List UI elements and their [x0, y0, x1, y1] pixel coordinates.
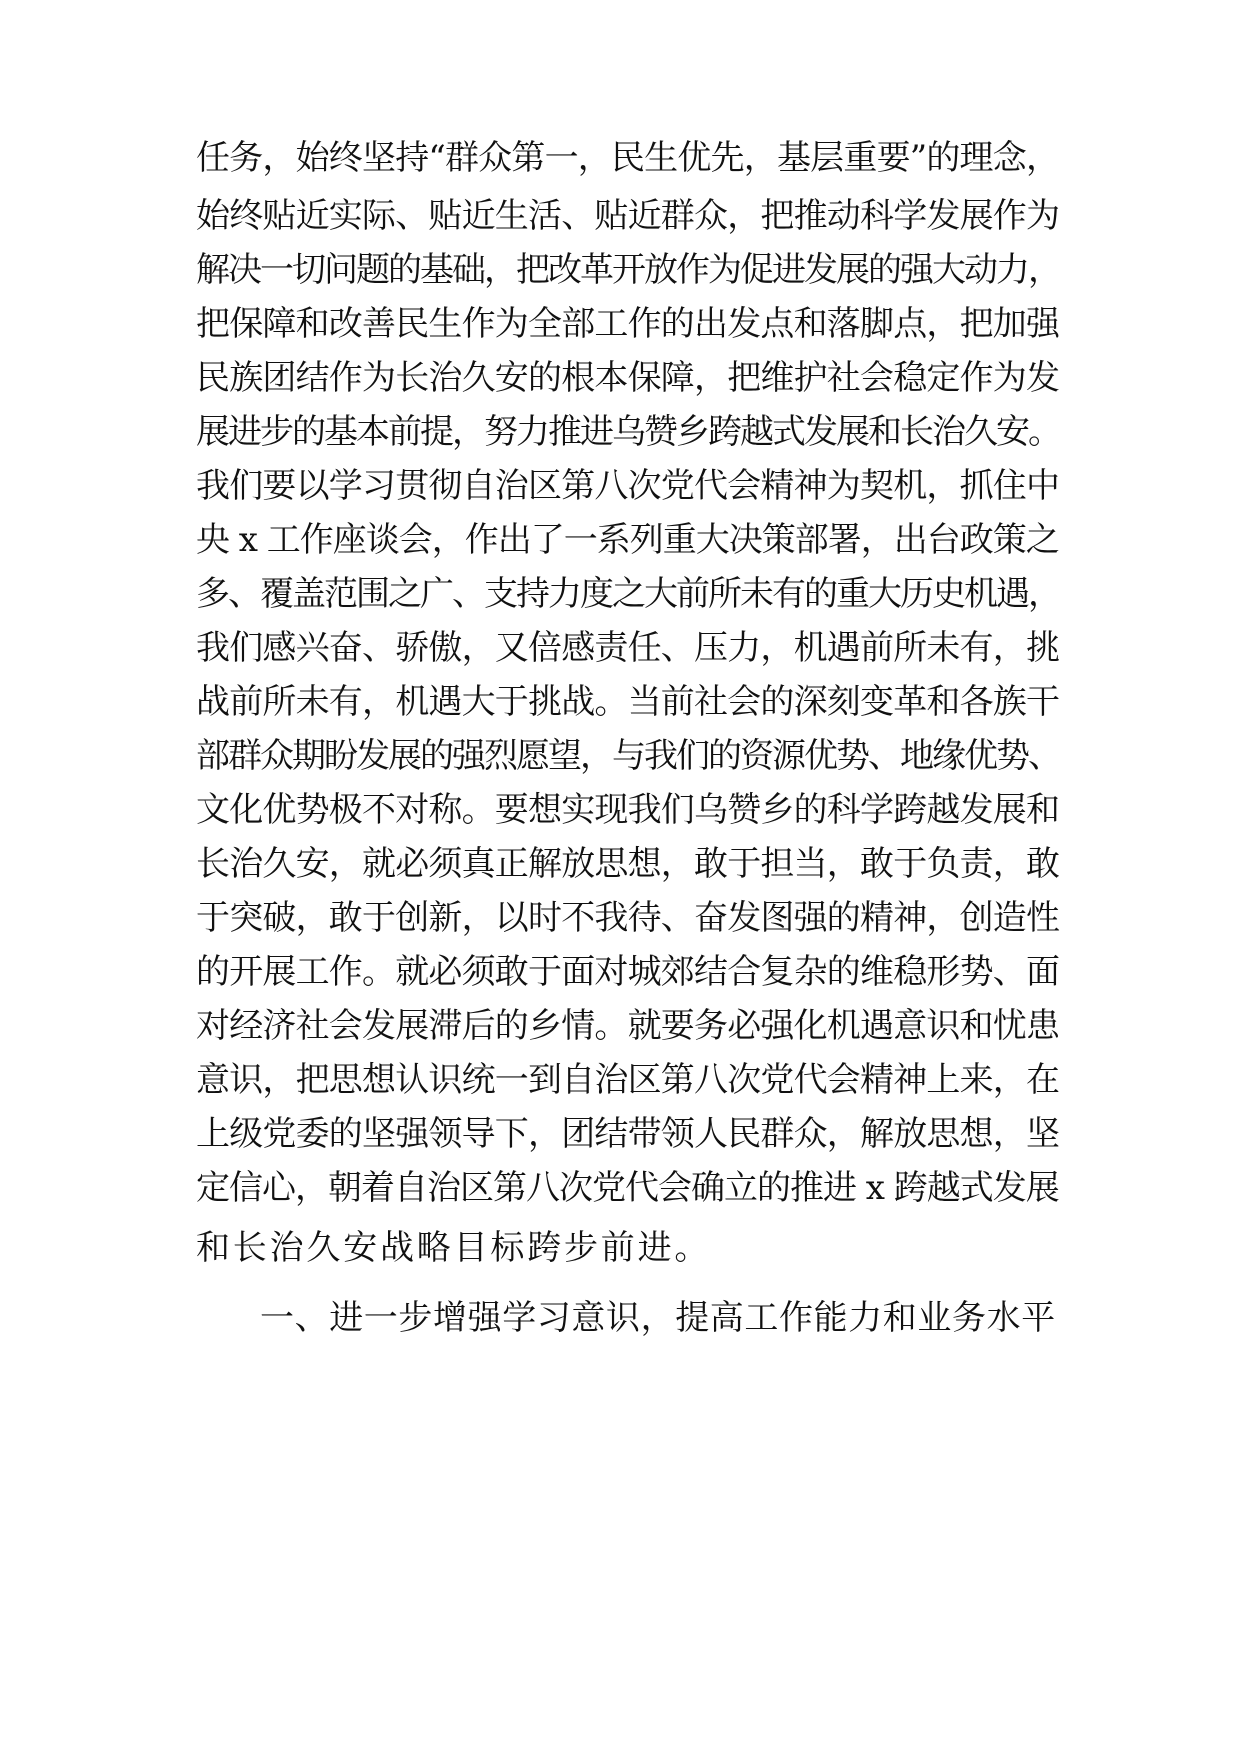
paragraph-line-10: 我们感兴奋、骄傲，又倍感责任、压力，机遇前所未有，挑	[196, 628, 1060, 668]
paragraph-line-20: 定信心，朝着自治区第八次党代会确立的推进 x 跨越式发展	[196, 1168, 1059, 1208]
paragraph-line-1: 任务，始终坚持“群众第一，民生优先，基层重要”的理念，	[196, 138, 1060, 178]
paragraph-line-5: 民族团结作为长治久安的根本保障，把维护社会稳定作为发	[196, 358, 1060, 398]
paragraph-line-19: 上级党委的坚强领导下，团结带领人民群众，解放思想，坚	[196, 1114, 1060, 1154]
paragraph-line-7: 我们要以学习贯彻自治区第八次党代会精神为契机，抓住中	[196, 466, 1060, 506]
paragraph-line-11: 战前所未有，机遇大于挑战。当前社会的深刻变革和各族干	[196, 682, 1060, 722]
paragraph-line-4: 把保障和改善民生作为全部工作的出发点和落脚点，把加强	[196, 304, 1060, 344]
paragraph-line-15: 于突破，敢于创新，以时不我待、奋发图强的精神，创造性	[196, 898, 1060, 938]
paragraph-line-13: 文化优势极不对称。要想实现我们乌赞乡的科学跨越发展和	[196, 790, 1060, 830]
paragraph-line-18: 意识，把思想认识统一到自治区第八次党代会精神上来，在	[196, 1060, 1060, 1100]
paragraph-line-14: 长治久安，就必须真正解放思想，敢于担当，敢于负责，敢	[196, 844, 1060, 884]
paragraph-line-8: 央 x 工作座谈会，作出了一系列重大决策部署，出台政策之	[196, 520, 1059, 560]
paragraph-line-17: 对经济社会发展滞后的乡情。就要务必强化机遇意识和忧患	[196, 1006, 1060, 1046]
paragraph-line-3: 解决一切问题的基础，把改革开放作为促进发展的强大动力，	[196, 250, 1060, 290]
paragraph-line-12: 部群众期盼发展的强烈愿望，与我们的资源优势、地缘优势、	[196, 736, 1060, 776]
paragraph-line-6: 展进步的基本前提，努力推进乌赞乡跨越式发展和长治久安。	[196, 412, 1060, 452]
paragraph-line-9: 多、覆盖范围之广、支持力度之大前所未有的重大历史机遇，	[196, 574, 1060, 614]
paragraph-line-16: 的开展工作。就必须敢于面对城郊结合复杂的维稳形势、面	[196, 952, 1060, 992]
section-heading: 一、进一步增强学习意识，提高工作能力和业务水平	[260, 1298, 1056, 1338]
paragraph-line-2: 始终贴近实际、贴近生活、贴近群众，把推动科学发展作为	[196, 196, 1060, 236]
paragraph-line-21: 和长治久安战略目标跨步前进。	[196, 1228, 712, 1268]
